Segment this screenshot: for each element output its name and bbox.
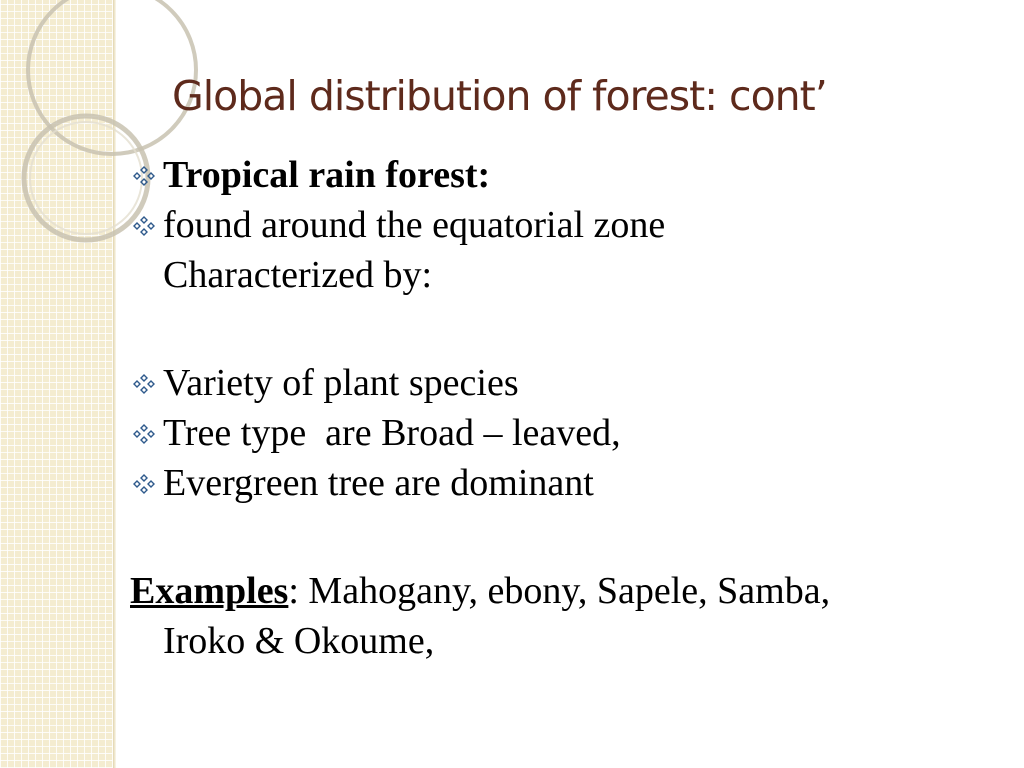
bullet-text: Tropical rain forest: [163, 154, 491, 196]
bullet-text: Evergreen tree are dominant [163, 462, 594, 504]
decorative-ring-inner [30, 122, 142, 234]
bullet-text: found around the equatorial zone [163, 204, 666, 246]
four-diamond-bullet-icon [132, 474, 156, 494]
examples-text-continuation: Iroko & Okoume, [163, 620, 435, 662]
bullet-item-evergreen [130, 458, 1010, 508]
bullet-text: Variety of plant species [163, 362, 519, 404]
examples-text: : Mahogany, ebony, Sapele, Samba, [288, 570, 831, 612]
bullet-item-equatorial-zone [130, 200, 1010, 300]
four-diamond-bullet-icon [132, 166, 156, 186]
bullet-text: Tree type are Broad – leaved, [163, 412, 621, 454]
four-diamond-bullet-icon [132, 424, 156, 444]
four-diamond-bullet-icon [132, 374, 156, 394]
examples-paragraph [130, 566, 1010, 666]
bullet-item-tropical-rain-forest [130, 150, 1010, 200]
examples-label: Examples [130, 570, 289, 612]
bullet-item-variety [130, 358, 1010, 408]
decorative-ring-large [28, 0, 196, 154]
slide-content [130, 150, 1010, 666]
bullet-item-tree-type [130, 408, 1010, 458]
bullet-text-continuation: Characterized by: [163, 254, 433, 296]
slide-title: Global distribution of forest: cont’ [172, 72, 827, 120]
four-diamond-bullet-icon [132, 216, 156, 236]
